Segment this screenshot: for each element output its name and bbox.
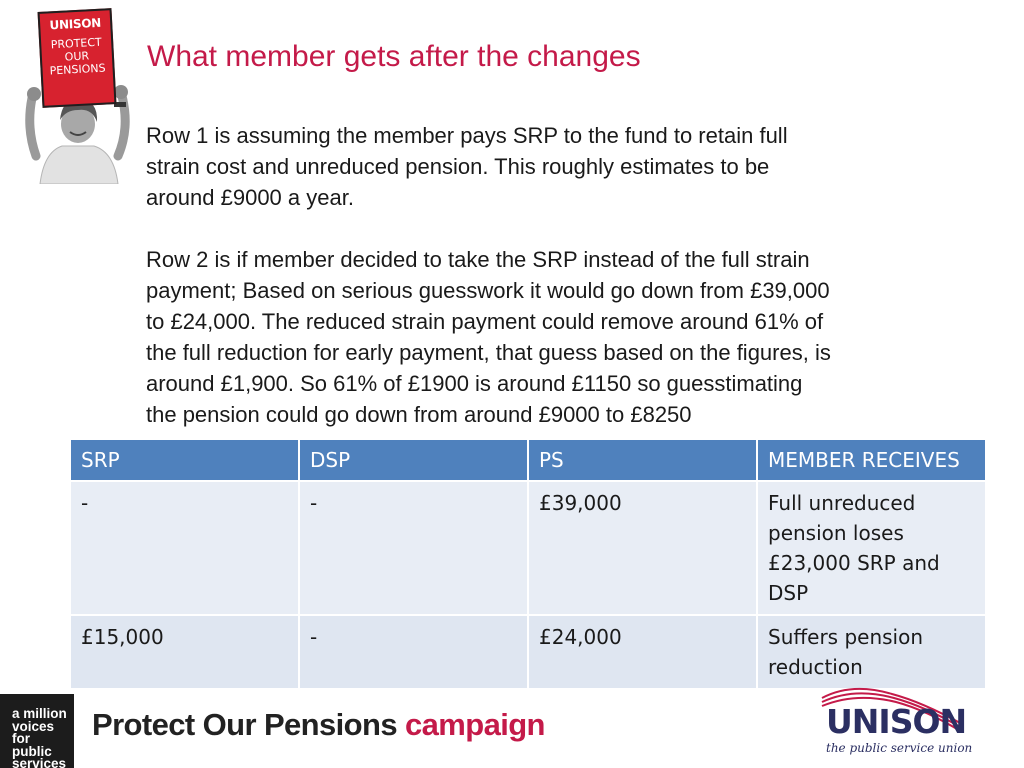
pension-table: [69, 438, 987, 690]
cell-srp: -: [70, 481, 299, 615]
campaign-accent-text: campaign: [404, 707, 545, 742]
voices-line: voices: [12, 718, 55, 734]
protect-our-pensions-placard: [38, 8, 117, 108]
million-voices-logo: [0, 694, 74, 768]
cell-ps: £24,000: [528, 615, 757, 689]
placard-message: PROTECT OUR PENSIONS: [49, 35, 106, 78]
cell-dsp: -: [299, 481, 528, 615]
voices-line: a million: [12, 706, 67, 721]
campaign-main-text: Protect Our Pensions: [92, 707, 405, 742]
protester-illustration: [22, 8, 134, 184]
placard-union-text: UNISON: [49, 15, 102, 33]
paragraph-row-2: Row 2 is if member decided to take the SRP instead of the full strain payment; Based on serious guesswork it would go down from £39,000 to £24,000. The reduced strain payment could remove around 61% of the full reduction for early payment, that guess based on the figures, is around £1,900. So 61% of £1900 is around £1150 so guesstimating the pension could go down from around £9000 to £8250: [146, 247, 831, 427]
cell-ps: £39,000: [528, 481, 757, 615]
table-header-row: [70, 439, 986, 481]
unison-name: UNISON: [826, 702, 967, 741]
body-text: [146, 120, 966, 430]
cell-member-receives: Suffers pension reduction: [757, 615, 986, 689]
cell-srp: £15,000: [70, 615, 299, 689]
header-srp: SRP: [70, 439, 299, 481]
header-dsp: DSP: [299, 439, 528, 481]
table-row: [70, 615, 986, 689]
cell-member-receives: Full unreduced pension loses £23,000 SRP and DSP: [757, 481, 986, 615]
slide-title: What member gets after the changes: [147, 40, 641, 73]
voices-line: public: [12, 743, 52, 759]
voices-line: for: [12, 731, 30, 746]
header-member-receives: MEMBER RECEIVES: [757, 439, 986, 481]
unison-logo: [812, 684, 972, 764]
cell-dsp: -: [299, 615, 528, 689]
unison-tagline: the public service union: [826, 741, 973, 755]
campaign-name: [92, 707, 545, 743]
voices-line: services: [12, 756, 67, 768]
header-ps: PS: [528, 439, 757, 481]
table-row: [70, 481, 986, 615]
paragraph-row-1: Row 1 is assuming the member pays SRP to the fund to retain full strain cost and unreduced pension. This roughly estimates to be around £9000 a year.: [146, 123, 788, 210]
